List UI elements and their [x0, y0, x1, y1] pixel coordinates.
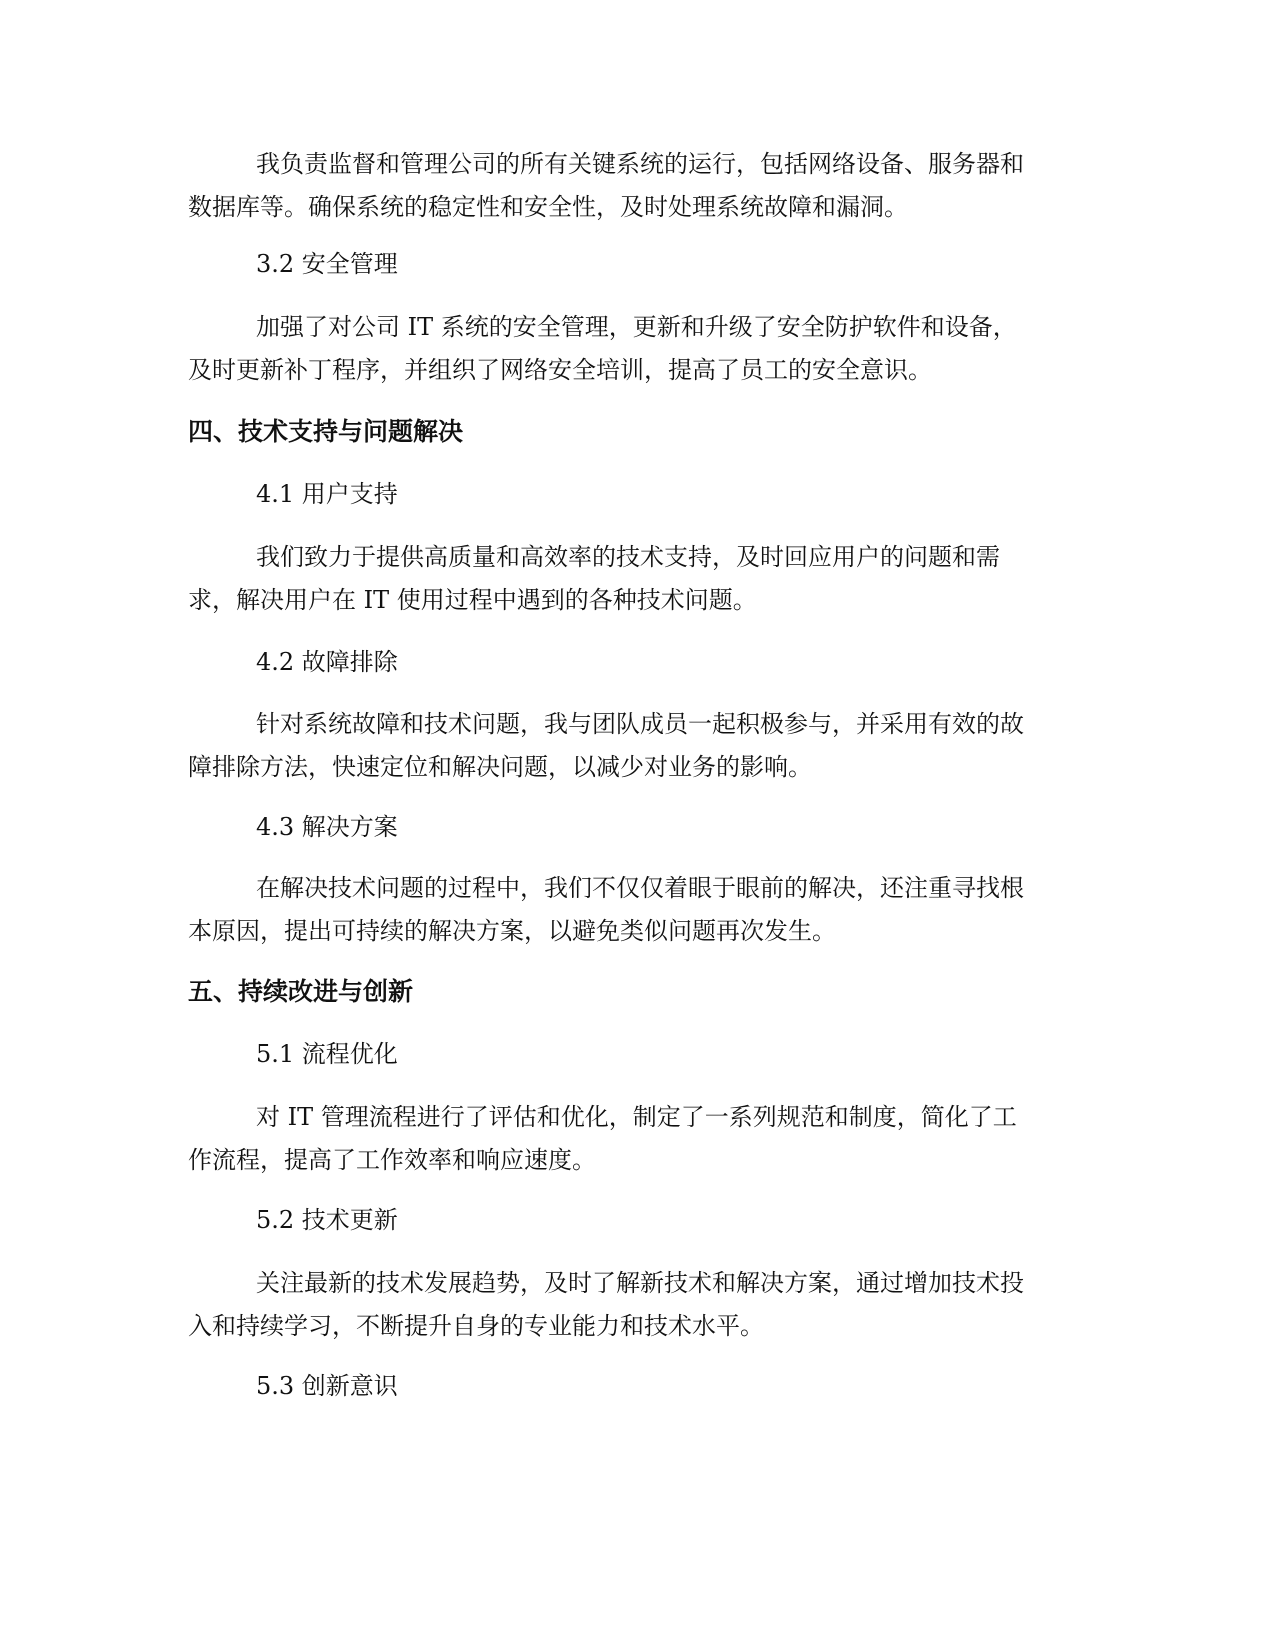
subsection-title-5-2: 5.2 技术更新: [256, 1206, 398, 1234]
paragraph-line: 及时更新补丁程序，并组织了网络安全培训，提高了员工的安全意识。: [188, 356, 932, 384]
section-heading-4: 四、技术支持与问题解决: [188, 417, 464, 446]
paragraph-line: 作流程，提高了工作效率和响应速度。: [188, 1146, 596, 1174]
subsection-title-3-2: 3.2 安全管理: [256, 250, 398, 278]
paragraph-line: 障排除方法，快速定位和解决问题，以减少对业务的影响。: [188, 753, 812, 781]
paragraph-line: 加强了对公司 IT 系统的安全管理，更新和升级了安全防护软件和设备，: [256, 313, 1017, 341]
subsection-title-4-3: 4.3 解决方案: [256, 813, 398, 841]
paragraph-line: 对 IT 管理流程进行了评估和优化，制定了一系列规范和制度，简化了工: [256, 1103, 1017, 1131]
paragraph-line: 求，解决用户在 IT 使用过程中遇到的各种技术问题。: [188, 586, 757, 614]
subsection-title-5-3: 5.3 创新意识: [256, 1372, 398, 1400]
paragraph-line: 本原因，提出可持续的解决方案，以避免类似问题再次发生。: [188, 917, 836, 945]
paragraph-line: 关注最新的技术发展趋势，及时了解新技术和解决方案，通过增加技术投: [256, 1269, 1024, 1297]
subsection-title-5-1: 5.1 流程优化: [256, 1040, 398, 1068]
subsection-title-4-1: 4.1 用户支持: [256, 480, 398, 508]
paragraph-line: 针对系统故障和技术问题，我与团队成员一起积极参与，并采用有效的故: [256, 710, 1024, 738]
paragraph-line: 我负责监督和管理公司的所有关键系统的运行，包括网络设备、服务器和: [256, 150, 1024, 178]
paragraph-line: 数据库等。确保系统的稳定性和安全性，及时处理系统故障和漏洞。: [188, 193, 908, 221]
paragraph-line: 入和持续学习，不断提升自身的专业能力和技术水平。: [188, 1312, 764, 1340]
paragraph-line: 我们致力于提供高质量和高效率的技术支持，及时回应用户的问题和需: [256, 543, 1000, 571]
section-heading-5: 五、持续改进与创新: [188, 977, 414, 1006]
subsection-title-4-2: 4.2 故障排除: [256, 648, 398, 676]
paragraph-line: 在解决技术问题的过程中，我们不仅仅着眼于眼前的解决，还注重寻找根: [256, 874, 1024, 902]
